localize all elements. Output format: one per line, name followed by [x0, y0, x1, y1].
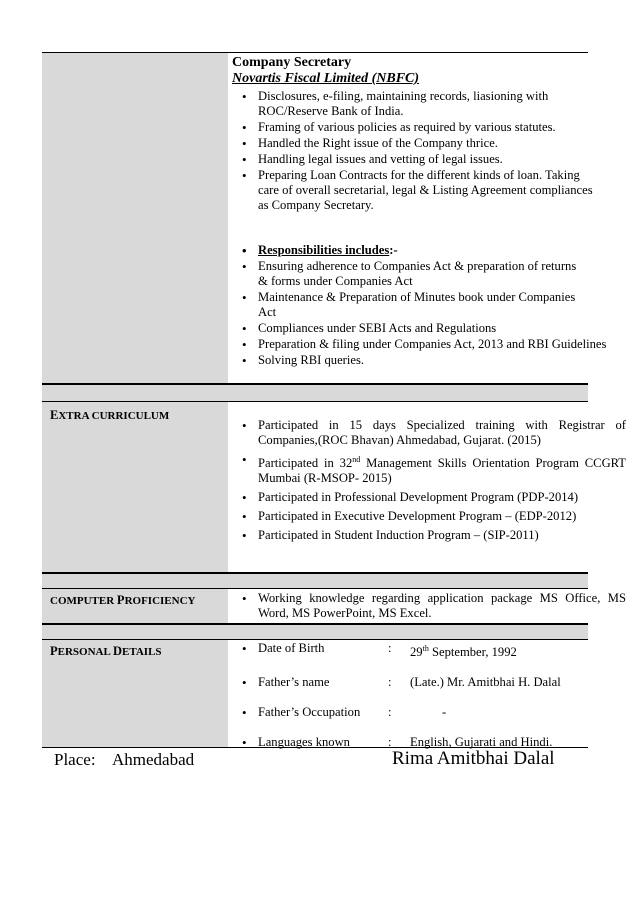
company-name: Novartis Fiscal Limited (NBFC)	[232, 71, 420, 86]
job-title: Company Secretary	[232, 55, 352, 70]
list-item: • Participated in 32nd Management Skills Orientation Program CCGRT Mumbai (R-MSOP- 2015)	[228, 452, 626, 486]
list-item: • Participated in Executive Development Program – (EDP-2012)	[228, 509, 626, 524]
responsibilities-list	[228, 243, 626, 368]
computer-section	[42, 589, 626, 624]
responsibilities-heading-text: Responsibilities includes	[258, 243, 390, 257]
responsibilities-heading	[228, 243, 626, 258]
computer-label-cell	[42, 589, 228, 623]
list-item	[228, 675, 626, 690]
dob-value: 29th September, 1992	[410, 644, 517, 660]
computer-list	[228, 591, 626, 621]
duties-list	[228, 89, 596, 214]
personal-list	[228, 641, 626, 750]
list-item: • Preparing Loan Contracts for the different kinds of loan. Taking care of overall secretarial, legal & Listing Agreement compliances as Company Secretary.	[228, 168, 596, 213]
colon: :	[388, 675, 392, 690]
place-value: Ahmedabad	[112, 750, 195, 769]
occupation-value: -	[442, 705, 447, 720]
colon: :	[388, 705, 392, 720]
languages-key: • Languages known	[258, 735, 350, 750]
list-item: • Participated in Student Induction Program – (SIP-2011)	[228, 528, 626, 543]
colon: :	[388, 735, 392, 750]
languages-value: English, Gujarati and Hindi.	[410, 735, 553, 750]
personal-label: PERSONAL DETAILS	[50, 644, 162, 658]
list-item: • Compliances under SEBI Acts and Regulations	[228, 321, 626, 336]
computer-content	[228, 589, 626, 623]
experience-content	[228, 53, 607, 383]
list-item: • Participated in Professional Development Program (PDP-2014)	[228, 490, 626, 505]
personal-label-cell	[42, 640, 228, 747]
extra-curriculum-section	[42, 402, 627, 573]
list-item: • Ensuring adherence to Companies Act & preparation of returns & forms under Companies Act	[228, 259, 578, 289]
list-item: • Framing of various policies as required by various statutes.	[228, 120, 596, 135]
list-item: • Handled the Right issue of the Company thrice.	[228, 136, 596, 151]
list-item: • Disclosures, e-filing, maintaining records, liasioning with ROC/Reserve Bank of India.	[228, 89, 596, 119]
signatory-name: Rima Amitbhai Dalal	[392, 748, 555, 769]
computer-label: COMPUTER PROFICIENCY	[50, 593, 196, 607]
father-key: • Father’s name	[258, 675, 330, 690]
father-value: (Late.) Mr. Amitbhai H. Dalal	[410, 675, 561, 690]
dob-key: • Date of Birth	[258, 641, 325, 655]
colon: :	[388, 641, 392, 655]
experience-section	[42, 53, 607, 384]
list-item	[228, 641, 626, 660]
section-separator	[42, 384, 588, 402]
experience-label-cell	[42, 53, 228, 383]
extra-content	[228, 402, 627, 572]
place-label: Place:	[54, 750, 96, 769]
personal-section	[42, 640, 588, 748]
extra-list	[228, 418, 626, 543]
list-item: • Handling legal issues and vetting of legal issues.	[228, 152, 596, 167]
responsibilities-suffix: :-	[389, 243, 398, 257]
list-item: • Preparation & filing under Companies Act, 2013 and RBI Guidelines	[228, 337, 626, 352]
personal-content	[228, 640, 588, 750]
extra-label-cell	[42, 402, 228, 572]
list-item: • Working knowledge regarding application package MS Office, MS Word, MS PowerPoint, MS Excel.	[228, 591, 626, 621]
extra-label: EXTRA CURRICULUM	[50, 408, 170, 422]
section-separator	[42, 624, 588, 640]
occupation-key: • Father’s Occupation	[258, 705, 361, 720]
list-item	[228, 705, 626, 720]
list-item: • Maintenance & Preparation of Minutes book under Companies Act	[228, 290, 578, 320]
list-item: • Participated in 15 days Specialized training with Registrar of Companies,(ROC Bhavan) Ahmedabad, Gujarat. (2015)	[228, 418, 626, 448]
section-separator	[42, 573, 588, 589]
list-item: • Solving RBI queries.	[228, 353, 626, 368]
